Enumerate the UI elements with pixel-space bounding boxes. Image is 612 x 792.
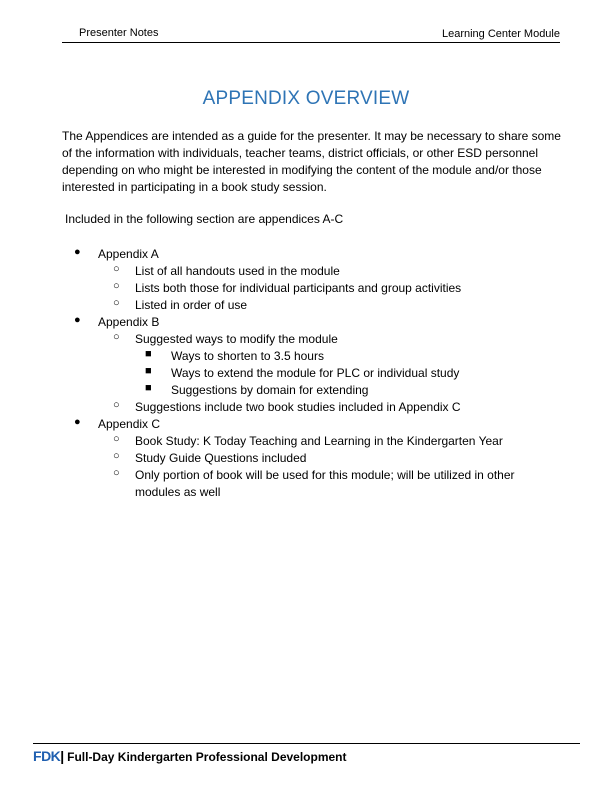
list-item: List of all handouts used in the module (135, 264, 340, 278)
list-item: Study Guide Questions included (135, 451, 307, 465)
list-item: Only portion of book will be used for this module; will be utilized in other modules as well (135, 468, 515, 499)
bullet-level3: ■ (145, 382, 152, 394)
bullet-level2: ○ (113, 280, 120, 292)
intro-paragraph: The Appendices are intended as a guide for the presenter. It may be necessary to share some of the information with individuals, teacher teams, district officials, or other ESD personnel depending on who might be interested in modifying the content of the module and/or those interested in participating in a book study session. (62, 129, 561, 194)
bullet-level3: ■ (145, 365, 152, 377)
list-item: Ways to extend the module for PLC or individual study (171, 366, 460, 380)
footer (33, 748, 347, 764)
bullet-level2: ○ (113, 297, 120, 309)
fdk-logo (33, 748, 67, 764)
list-item: Suggestions include two book studies included in Appendix C (135, 400, 461, 414)
appendix-a-label: Appendix A (98, 247, 159, 261)
list-item: Lists both those for individual participants and group activities (135, 281, 462, 295)
appendix-c-label: Appendix C (98, 417, 161, 431)
footer-text: Full-Day Kindergarten Professional Development (67, 750, 347, 764)
footer-rule (410, 743, 580, 744)
bullet-level2: ○ (113, 450, 120, 462)
bullet-level2: ○ (113, 399, 120, 411)
bullet-level2: ○ (113, 331, 120, 343)
logo-dk: DK (41, 748, 61, 764)
bullet-level2: ○ (113, 263, 120, 275)
bullet-level1: ● (74, 246, 81, 258)
bullet-level1: ● (74, 314, 81, 326)
bullet-level3: ■ (145, 348, 152, 360)
bullet-level2: ○ (113, 467, 120, 479)
list-item: Listed in order of use (135, 298, 248, 312)
list-item: Ways to shorten to 3.5 hours (171, 349, 324, 363)
page-title: APPENDIX OVERVIEW (202, 88, 410, 109)
list-item: Suggestions by domain for extending (171, 383, 369, 397)
logo-bar: | (60, 748, 64, 764)
bullet-level1: ● (74, 416, 81, 428)
header-left: Presenter Notes (79, 27, 159, 39)
list-item: Suggested ways to modify the module (135, 332, 338, 346)
list-item: Book Study: K Today Teaching and Learning in the Kindergarten Year (135, 434, 503, 448)
logo-f: F (33, 748, 42, 764)
bullet-level2: ○ (113, 433, 120, 445)
header-right: Learning Center Module (441, 28, 560, 40)
appendix-b-label: Appendix B (98, 315, 160, 329)
footer-rule (33, 743, 410, 744)
header-rule (62, 42, 560, 43)
section-subhead: Included in the following section are appendices A-C (65, 212, 344, 226)
